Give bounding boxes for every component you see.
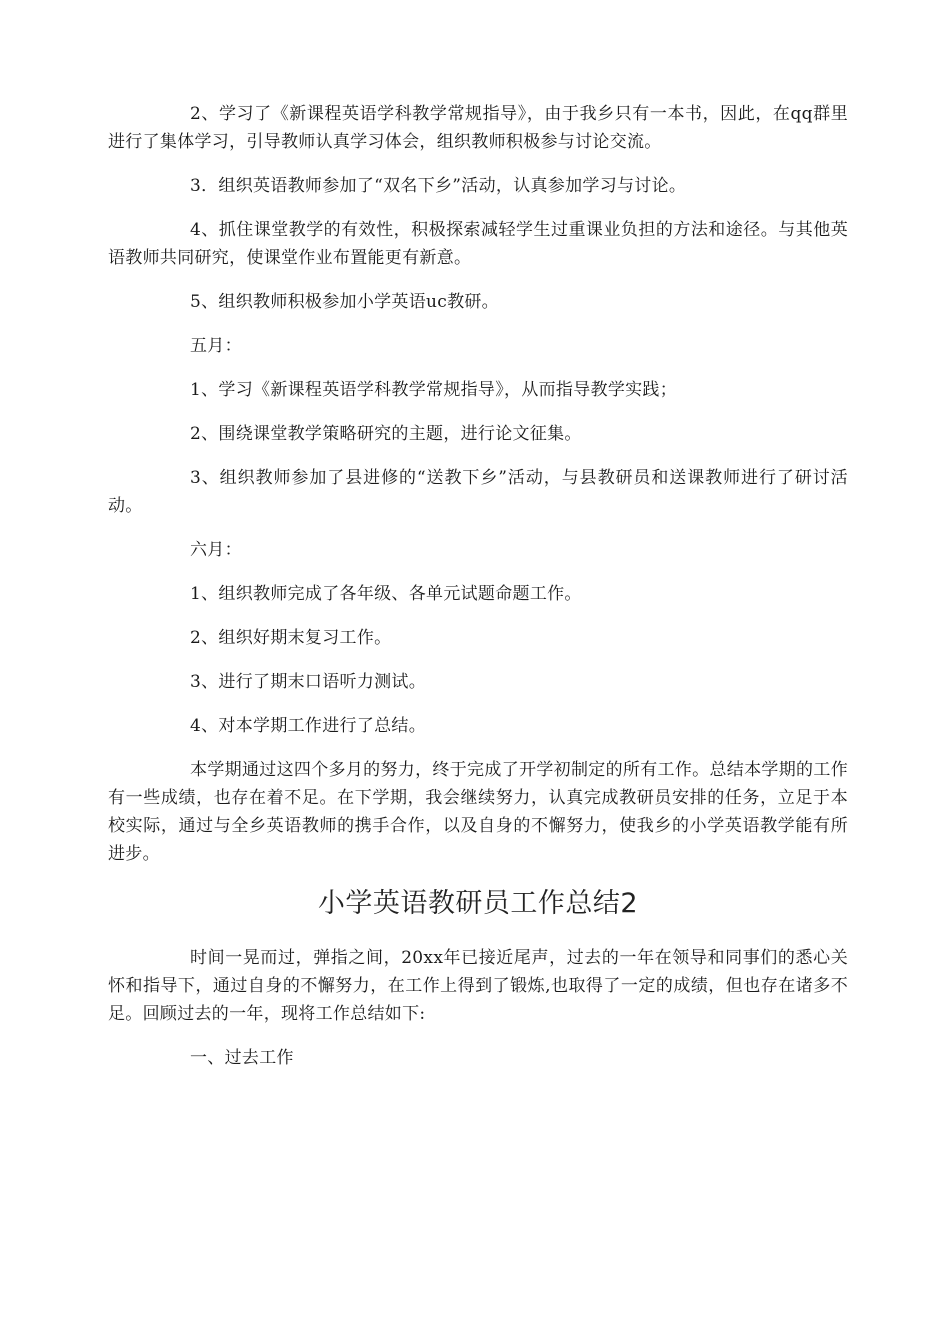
paragraph-item5-uc: 5、组织教师积极参加小学英语uc教研。 (190, 292, 499, 312)
section-heading: 小学英语教研员工作总结2 (317, 888, 639, 919)
paragraph-intro: 时间一晃而过，弹指之间，20xx年已接近尾声，过去的一年在领导和同事们的悉心关怀和指导下，通过自身的不懈努力，在工作上得到了锻炼,也取得了一定的成绩，但也存在诸多不足。回顾过去的一年，现将工作总结如下: (108, 948, 848, 1024)
paragraph-item2-study: 2、学习了《新课程英语学科教学常规指导》，由于我乡只有一本书，因此，在qq群里进行了集体学习，引导教师认真学习体会，组织教师积极参与讨论交流。 (108, 104, 848, 152)
paragraph-june-item4: 4、对本学期工作进行了总结。 (190, 716, 427, 736)
paragraph-semester-summary: 本学期通过这四个多月的努力，终于完成了开学初制定的所有工作。总结本学期的工作有一些成绩，也存在着不足。在下学期，我会继续努力，认真完成教研员安排的任务，立足于本校实际，通过与全乡英语教师的携手合作，以及自身的不懈努力，使我乡的小学英语教学能有所进步。 (108, 760, 848, 864)
paragraph-may-item3: 3、组织教师参加了县进修的“送教下乡”活动，与县教研员和送课教师进行了研讨活动。 (108, 468, 848, 516)
paragraph-may-item2: 2、围绕课堂教学策略研究的主题，进行论文征集。 (190, 424, 582, 444)
month-label-may: 五月： (190, 336, 242, 356)
paragraph-item3-activity: 3．组织英语教师参加了“双名下乡”活动，认真参加学习与讨论。 (190, 176, 687, 196)
paragraph-june-item3: 3、进行了期末口语听力测试。 (190, 672, 427, 692)
month-label-june: 六月： (190, 540, 242, 560)
paragraph-june-item1: 1、组织教师完成了各年级、各单元试题命题工作。 (190, 584, 582, 604)
subheading-past-work: 一、过去工作 (190, 1048, 294, 1068)
document-body (108, 100, 848, 1088)
paragraph-may-item1: 1、学习《新课程英语学科教学常规指导》，从而指导教学实践； (190, 380, 678, 400)
paragraph-june-item2: 2、组织好期末复习工作。 (190, 628, 392, 648)
paragraph-item4-classroom: 4、抓住课堂教学的有效性，积极探索减轻学生过重课业负担的方法和途径。与其他英语教师共同研究，使课堂作业布置能更有新意。 (108, 220, 848, 268)
